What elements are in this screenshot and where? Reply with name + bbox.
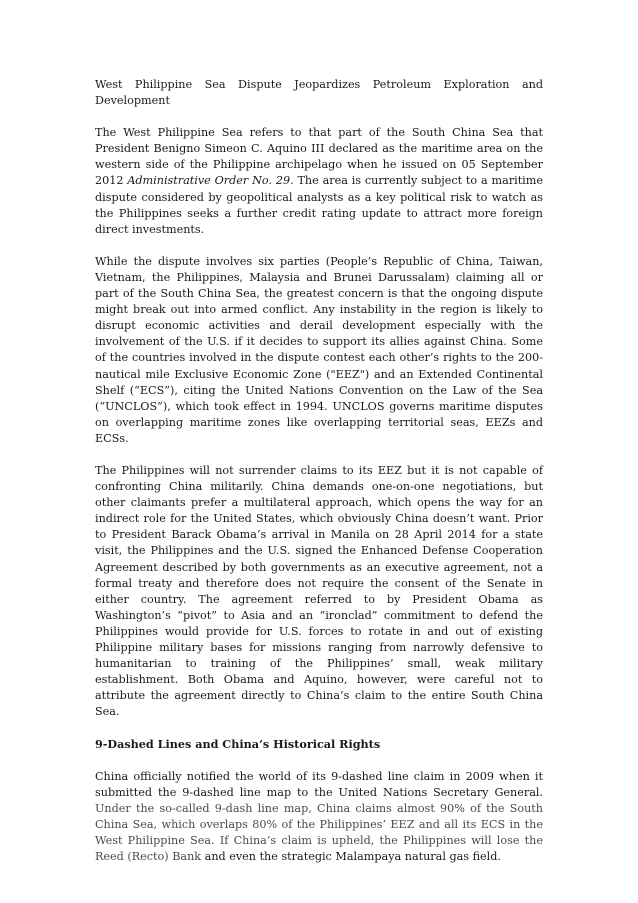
- document-title: [95, 77, 543, 109]
- paragraph-nine-dash-line-part-3: and even the strategic Malampaya natural gas field.: [201, 850, 501, 864]
- paragraph-intro: [95, 125, 543, 238]
- paragraph-philippines-us: The Philippines will not surrender claims to its EEZ but it is not capable of confronting China militarily. China demands one-on-one negotiations, but other claimants prefer a multilateral approach, which opens the way for an indirect role for the United States, which obviously China doesn’t want. Prior to President Barack Obama’s arrival in Manila on 28 April 2014 for a state visit, the Philippines and the U.S. signed the Enhanced Defense Cooperation Agreement described by both governments as an executive agreement, not a formal treaty and therefore does not require the consent of the Senate in either country. The agreement referred to by President Obama as Washington’s “pivot” to Asia and an “ironclad” commitment to defend the Philippines would provide for U.S. forces to rotate in and out of existing Philippine military bases for missions ranging from narrowly defensive to humanitarian to training of the Philippines’ small, weak military establishment. Both Obama and Aquino, however, were careful not to attribute the agreement directly to China’s claim to the entire South China Sea.: [95, 463, 543, 719]
- title-line-2: Development: [95, 94, 170, 108]
- paragraph-nine-dash-line: [95, 769, 543, 866]
- administrative-order-reference: Administrative Order No. 29: [127, 174, 291, 188]
- section-heading: 9-Dashed Lines and China’s Historical Rights: [95, 737, 381, 752]
- paragraph-intro-text-start: The West Philippine Sea refers to that part of the South China Sea that President Benigno Simeon C. Aquino III declared as the maritime area on the western side of the Philippine archipelago when he issued on 05 September 2012: [95, 126, 543, 188]
- paragraph-intro-text-end: . The area is currently subject to a maritime dispute considered by geopolitical analysts as a key political risk to watch as the Philippines seeks a further credit rating update to attract more foreign direct investments.: [95, 174, 543, 236]
- document-page: [95, 77, 543, 881]
- paragraph-dispute-parties: While the dispute involves six parties (People’s Republic of China, Taiwan, Vietnam, the Philippines, Malaysia and Brunei Darussalam) claiming all or part of the South China Sea, the greatest concern is that the ongoing dispute might break out into armed conflict. Any instability in the region is likely to disrupt economic activities and derail development especially with the involvement of the U.S. if it decides to support its allies against China. Some of the countries involved in the dispute contest each other’s rights to the 200-nautical mile Exclusive Economic Zone ("EEZ") and an Extended Continental Shelf (“ECS”), citing the United Nations Convention on the Law of the Sea (“UNCLOS”), which took effect in 1994. UNCLOS governs maritime disputes on overlapping maritime zones like overlapping territorial seas, EEZs and ECSs.: [95, 254, 543, 445]
- paragraph-nine-dash-line-part-2: Under the so-called 9-dash line map, China claims almost 90% of the South China Sea, which overlaps 80% of the Philippines’ EEZ and all its ECS in the West Philippine Sea. If China’s claim is upheld, the Philippines will lose the Reed (Recto) Bank: [95, 801, 543, 864]
- title-line-1: West Philippine Sea Dispute Jeopardizes Petroleum Exploration and: [95, 78, 543, 91]
- paragraph-nine-dash-line-part-1: China officially notified the world of its 9-dashed line claim in 2009 when it submitted the 9-dashed line map to the United Nations Secretary General.: [95, 769, 543, 799]
